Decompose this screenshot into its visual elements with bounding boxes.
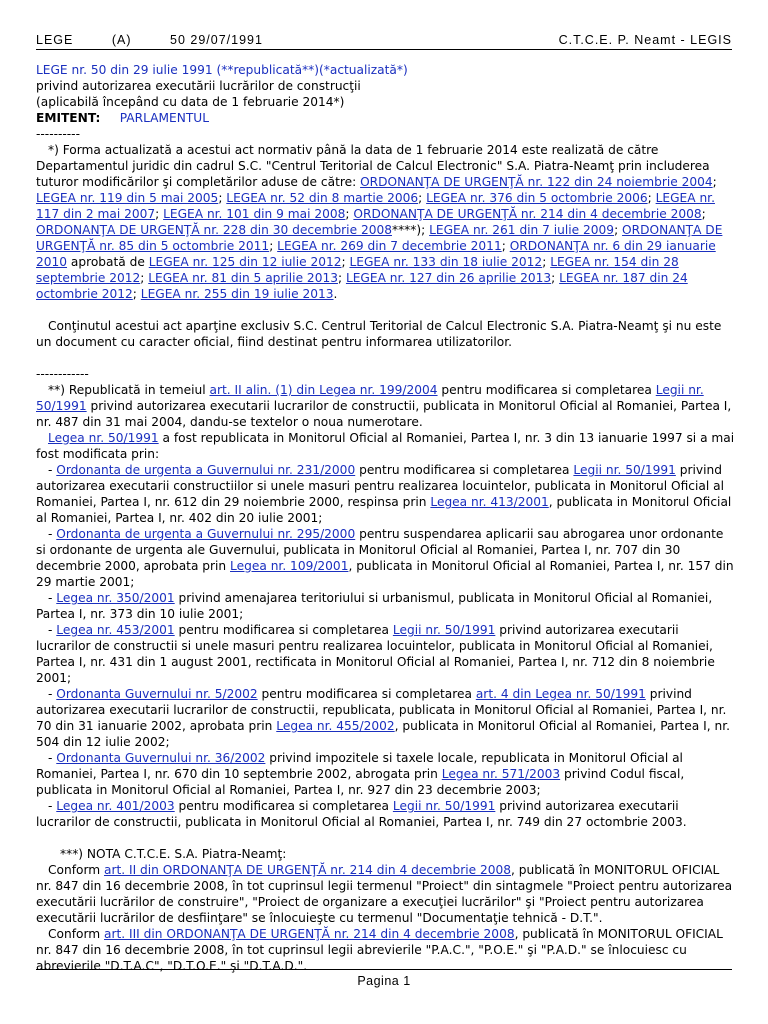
header-left	[36, 33, 297, 47]
link-lege-125-2012[interactable]: LEGEA nr. 125 din 12 iulie 2012	[148, 255, 342, 269]
link-oug-85-2011[interactable]: ORDONANŢA DE URGENŢĂ nr. 85 din 5 octombrie 2011	[36, 223, 723, 253]
link-art-ii-lege-199-2004[interactable]: art. II alin. (1) din Legea nr. 199/2004	[209, 383, 438, 397]
list-item: - Ordonanta de urgenta a Guvernului nr. 231/2000 pentru modificarea si completarea Legii nr. 50/1991 privind autorizarea executarii constructiilor si unele masuri pentru realizarea locuintelor, publicata in Monitorul Oficial al Romaniei, Partea I, nr. 612 din 29 noiembrie 2000, respinsa prin Legea nr. 413/2001, publicata in Monitorul Oficial al Romaniei, Partea I, nr. 402 din 20 iulie 2001;	[36, 463, 732, 525]
law-applicable: (aplicabilă începând cu data de 1 februarie 2014*)	[36, 95, 345, 109]
footer-divider	[36, 969, 732, 970]
header-divider	[36, 49, 732, 50]
list-item: - Legea nr. 350/2001 privind amenajarea teritoriului si urbanismul, publicata in Monitorul Oficial al Romaniei, Partea I, nr. 373 din 10 iulie 2001;	[36, 591, 713, 621]
link-art-iii-oug-214-2008[interactable]: art. III din ORDONANŢA DE URGENŢĂ nr. 214 din 4 decembrie 2008	[103, 927, 515, 941]
link-legea-350-2001[interactable]: Legea nr. 350/2001	[56, 591, 175, 605]
header-doc-type: LEGE	[36, 33, 74, 47]
link-oug-214-2008[interactable]: ORDONANŢA DE URGENŢĂ nr. 214 din 4 decembrie 2008	[353, 207, 702, 221]
link-legea-50-1991[interactable]: Legea nr. 50/1991	[48, 431, 159, 445]
link-lege-127-2013[interactable]: LEGEA nr. 127 din 26 aprilie 2013	[345, 271, 552, 285]
link-lege-376-2006[interactable]: LEGEA nr. 376 din 5 octombrie 2006	[426, 191, 648, 205]
list-item: - Legea nr. 401/2003 pentru modificarea si completarea Legii nr. 50/1991 privind autorizarea executarii lucrarilor de constructii, publicata in Monitorul Oficial al Romaniei, Partea I, nr. 749 din 27 octombrie 2003.	[36, 799, 687, 829]
content-disclaimer: Conţinutul acestui act aparţine exclusiv S.C. Centrul Teritorial de Calcul Electronic S.A. Piatra-Neamţ şi nu este un document cu caracter oficial, fiind destinat pentru informarea utilizatorilor.	[36, 319, 722, 349]
link-legea-401-2003[interactable]: Legea nr. 401/2003	[56, 799, 175, 813]
link-lege-261-2009[interactable]: LEGEA nr. 261 din 7 iulie 2009	[429, 223, 615, 237]
page-header	[36, 33, 732, 49]
link-art-ii-oug-214-2008[interactable]: art. II din ORDONANŢA DE URGENŢĂ nr. 214 din 4 decembrie 2008	[103, 863, 511, 877]
link-og-5-2002[interactable]: Ordonanta Guvernului nr. 5/2002	[56, 687, 258, 701]
page-number: Pagina 1	[357, 974, 411, 988]
note-modificari-intro: Legea nr. 50/1991 a fost republicata in Monitorul Oficial al Romaniei, Partea I, nr. 3 din 13 ianuarie 1997 si a mai fost modificata prin:	[36, 431, 735, 461]
link-legea-453-2001[interactable]: Legea nr. 453/2001	[56, 623, 175, 637]
header-number-date: 50 29/07/1991	[170, 33, 263, 47]
link-og-36-2002[interactable]: Ordonanta Guvernului nr. 36/2002	[56, 751, 266, 765]
nota-paragraph-1: Conform art. II din ORDONANŢA DE URGENŢĂ nr. 214 din 4 decembrie 2008, publicată în MONITORUL OFICIAL nr. 847 din 16 decembrie 2008, în tot cuprinsul legii termenul "Proiect" din sintagmele "Proiect pentru autorizarea executării lucrărilor de construire", "Proiect de organizare a execuţiei lucrărilor" şi "Proiect pentru autorizarea executării lucrărilor de desfiinţare" se înlocuieşte cu termenul "Documentaţie tehnică - D.T.".	[36, 863, 733, 925]
link-lege-187-2012[interactable]: LEGEA nr. 187 din 24 octombrie 2012	[36, 271, 688, 301]
link-lege-119-2005[interactable]: LEGEA nr. 119 din 5 mai 2005	[36, 191, 219, 205]
law-subject: privind autorizarea executării lucrărilor de construcţii	[36, 79, 361, 93]
link-lege-117-2007[interactable]: LEGEA nr. 117 din 2 mai 2007	[36, 191, 715, 221]
separator: ----------	[36, 127, 80, 141]
list-item: - Legea nr. 453/2001 pentru modificarea si completarea Legii nr. 50/1991 privind autorizarea executarii lucrarilor de constructii si unele masuri pentru realizarea locuintelor, publicata in Monitorul Oficial al Romaniei, Partea I, nr. 431 din 1 august 2001, rectificata in Monitorul Oficial al Romaniei, Partea I, nr. 712 din 8 noiembrie 2001;	[36, 623, 715, 685]
list-item: - Ordonanta Guvernului nr. 36/2002 privind impozitele si taxele locale, republicata in Monitorul Oficial al Romaniei, Partea I, nr. 670 din 10 septembrie 2002, abrogata prin Legea nr. 571/2003 privind Codul fiscal, publicata in Monitorul Oficial al Romaniei, Partea I, nr. 927 din 23 decembrie 2003;	[36, 751, 685, 797]
link-legii-50-1991[interactable]: Legii nr. 50/1991	[392, 799, 496, 813]
law-title: LEGE nr. 50 din 29 iulie 1991 (**republicată**)(*actualizată*)	[36, 63, 408, 77]
header-source: C.T.C.E. P. Neamt - LEGIS	[558, 33, 732, 47]
emitent-row	[36, 110, 736, 126]
link-lege-255-2013[interactable]: LEGEA nr. 255 din 19 iulie 2013	[140, 287, 334, 301]
link-lege-101-2008[interactable]: LEGEA nr. 101 din 9 mai 2008	[163, 207, 346, 221]
link-legii-50-1991[interactable]: Legii nr. 50/1991	[392, 623, 496, 637]
emitent-value: PARLAMENTUL	[119, 111, 210, 125]
link-legii-50-1991[interactable]: Legii nr. 50/1991	[36, 383, 704, 413]
link-legea-109-2001[interactable]: Legea nr. 109/2001	[230, 559, 349, 573]
link-art-4-legea-50-1991[interactable]: art. 4 din Legea nr. 50/1991	[475, 687, 646, 701]
list-item: - Ordonanta Guvernului nr. 5/2002 pentru modificarea si completarea art. 4 din Legea nr. 50/1991 privind autorizarea executarii lucrarilor de constructii, republicata, publicata in Monitorul Oficial al Romaniei, Partea I, nr. 70 din 31 ianuarie 2002, aprobata prin Legea nr. 455/2002, publicata in Monitorul Oficial al Romaniei, Partea I, nr. 504 din 12 iulie 2002;	[36, 687, 730, 749]
link-og-6-2010[interactable]: ORDONANŢA nr. 6 din 29 ianuarie 2010	[36, 239, 716, 269]
nota-heading: ***) NOTA C.T.C.E. S.A. Piatra-Neamţ:	[60, 847, 287, 861]
header-a: (A)	[111, 33, 132, 47]
link-oug-228-2008[interactable]: ORDONANŢA DE URGENŢĂ nr. 228 din 30 decembrie 2008	[36, 223, 392, 237]
link-lege-52-2006[interactable]: LEGEA nr. 52 din 8 martie 2006	[226, 191, 419, 205]
document-body	[36, 62, 736, 974]
nota-paragraph-2: Conform art. III din ORDONANŢA DE URGENŢĂ nr. 214 din 4 decembrie 2008, publicată în MONITORUL OFICIAL nr. 847 din 16 decembrie 2008, în tot cuprinsul legii abrevierile "P.A.C.", "P.O.E." şi "P.A.D." se înlocuiesc cu abrevierile "D.T.A.C", "D.T.O.E." şi "D.T.A.D.".	[36, 927, 723, 973]
emitent-label: EMITENT:	[36, 111, 101, 125]
link-legea-413-2001[interactable]: Legea nr. 413/2001	[430, 495, 549, 509]
link-lege-269-2011[interactable]: LEGEA nr. 269 din 7 decembrie 2011	[277, 239, 502, 253]
separator-2: ------------	[36, 367, 89, 381]
link-legea-571-2003[interactable]: Legea nr. 571/2003	[441, 767, 561, 781]
link-oug-231-2000[interactable]: Ordonanta de urgenta a Guvernului nr. 231/2000	[56, 463, 356, 477]
note-republicare: **) Republicată in temeiul art. II alin. (1) din Legea nr. 199/2004 pentru modificarea si completarea Legii nr. 50/1991 privind autorizarea executarii lucrarilor de constructii, publicata in Monitorul Oficial al Romaniei, Partea I, nr. 487 din 31 mai 2004, dandu-se textelor o noua numerotare.	[36, 383, 732, 429]
note-actualizare: *) Forma actualizată a acestui act normativ până la data de 1 februarie 2014 este realizată de către Departamentul juridic din cadrul S.C. "Centrul Teritorial de Calcul Electronic" S.A. Piatra-Neamţ prin includerea tuturor modificărilor şi completărilor aduse de către: ORDONANŢA DE URGENŢĂ nr. 122 din 24 noiembrie 2004; LEGEA nr. 119 din 5 mai 2005; LEGEA nr. 52 din 8 martie 2006; LEGEA nr. 376 din 5 octombrie 2006; LEGEA nr. 117 din 2 mai 2007; LEGEA nr. 101 din 9 mai 2008; ORDONANŢA DE URGENŢĂ nr. 214 din 4 decembrie 2008; ORDONANŢA DE URGENŢĂ nr. 228 din 30 decembrie 2008****); LEGEA nr. 261 din 7 iulie 2009; ORDONANŢA DE URGENŢĂ nr. 85 din 5 octombrie 2011; LEGEA nr. 269 din 7 decembrie 2011; ORDONANŢA nr. 6 din 29 ianuarie 2010 aprobată de LEGEA nr. 125 din 12 iulie 2012; LEGEA nr. 133 din 18 iulie 2012; LEGEA nr. 154 din 28 septembrie 2012; LEGEA nr. 81 din 5 aprilie 2013; LEGEA nr. 127 din 26 aprilie 2013; LEGEA nr. 187 din 24 octombrie 2012; LEGEA nr. 255 din 19 iulie 2013.	[36, 143, 723, 301]
link-legii-50-1991[interactable]: Legii nr. 50/1991	[573, 463, 676, 477]
link-lege-133-2012[interactable]: LEGEA nr. 133 din 18 iulie 2012	[349, 255, 543, 269]
link-oug-295-2000[interactable]: Ordonanta de urgenta a Guvernului nr. 295/2000	[56, 527, 356, 541]
link-oug-122-2004[interactable]: ORDONANŢA DE URGENŢĂ nr. 122 din 24 noiembrie 2004	[360, 175, 713, 189]
link-lege-154-2012[interactable]: LEGEA nr. 154 din 28 septembrie 2012	[36, 255, 679, 285]
link-lege-81-2013[interactable]: LEGEA nr. 81 din 5 aprilie 2013	[148, 271, 338, 285]
list-item: - Ordonanta de urgenta a Guvernului nr. 295/2000 pentru suspendarea aplicarii sau abrogarea unor ordonante si ordonante de urgenta ale Guvernului, publicata in Monitorul Oficial al Romaniei, Partea I, nr. 707 din 30 decembrie 2000, aprobata prin Legea nr. 109/2001, publicata in Monitorul Oficial al Romaniei, Partea I, nr. 157 din 29 martie 2001;	[36, 527, 734, 589]
link-legea-455-2002[interactable]: Legea nr. 455/2002	[276, 719, 395, 733]
